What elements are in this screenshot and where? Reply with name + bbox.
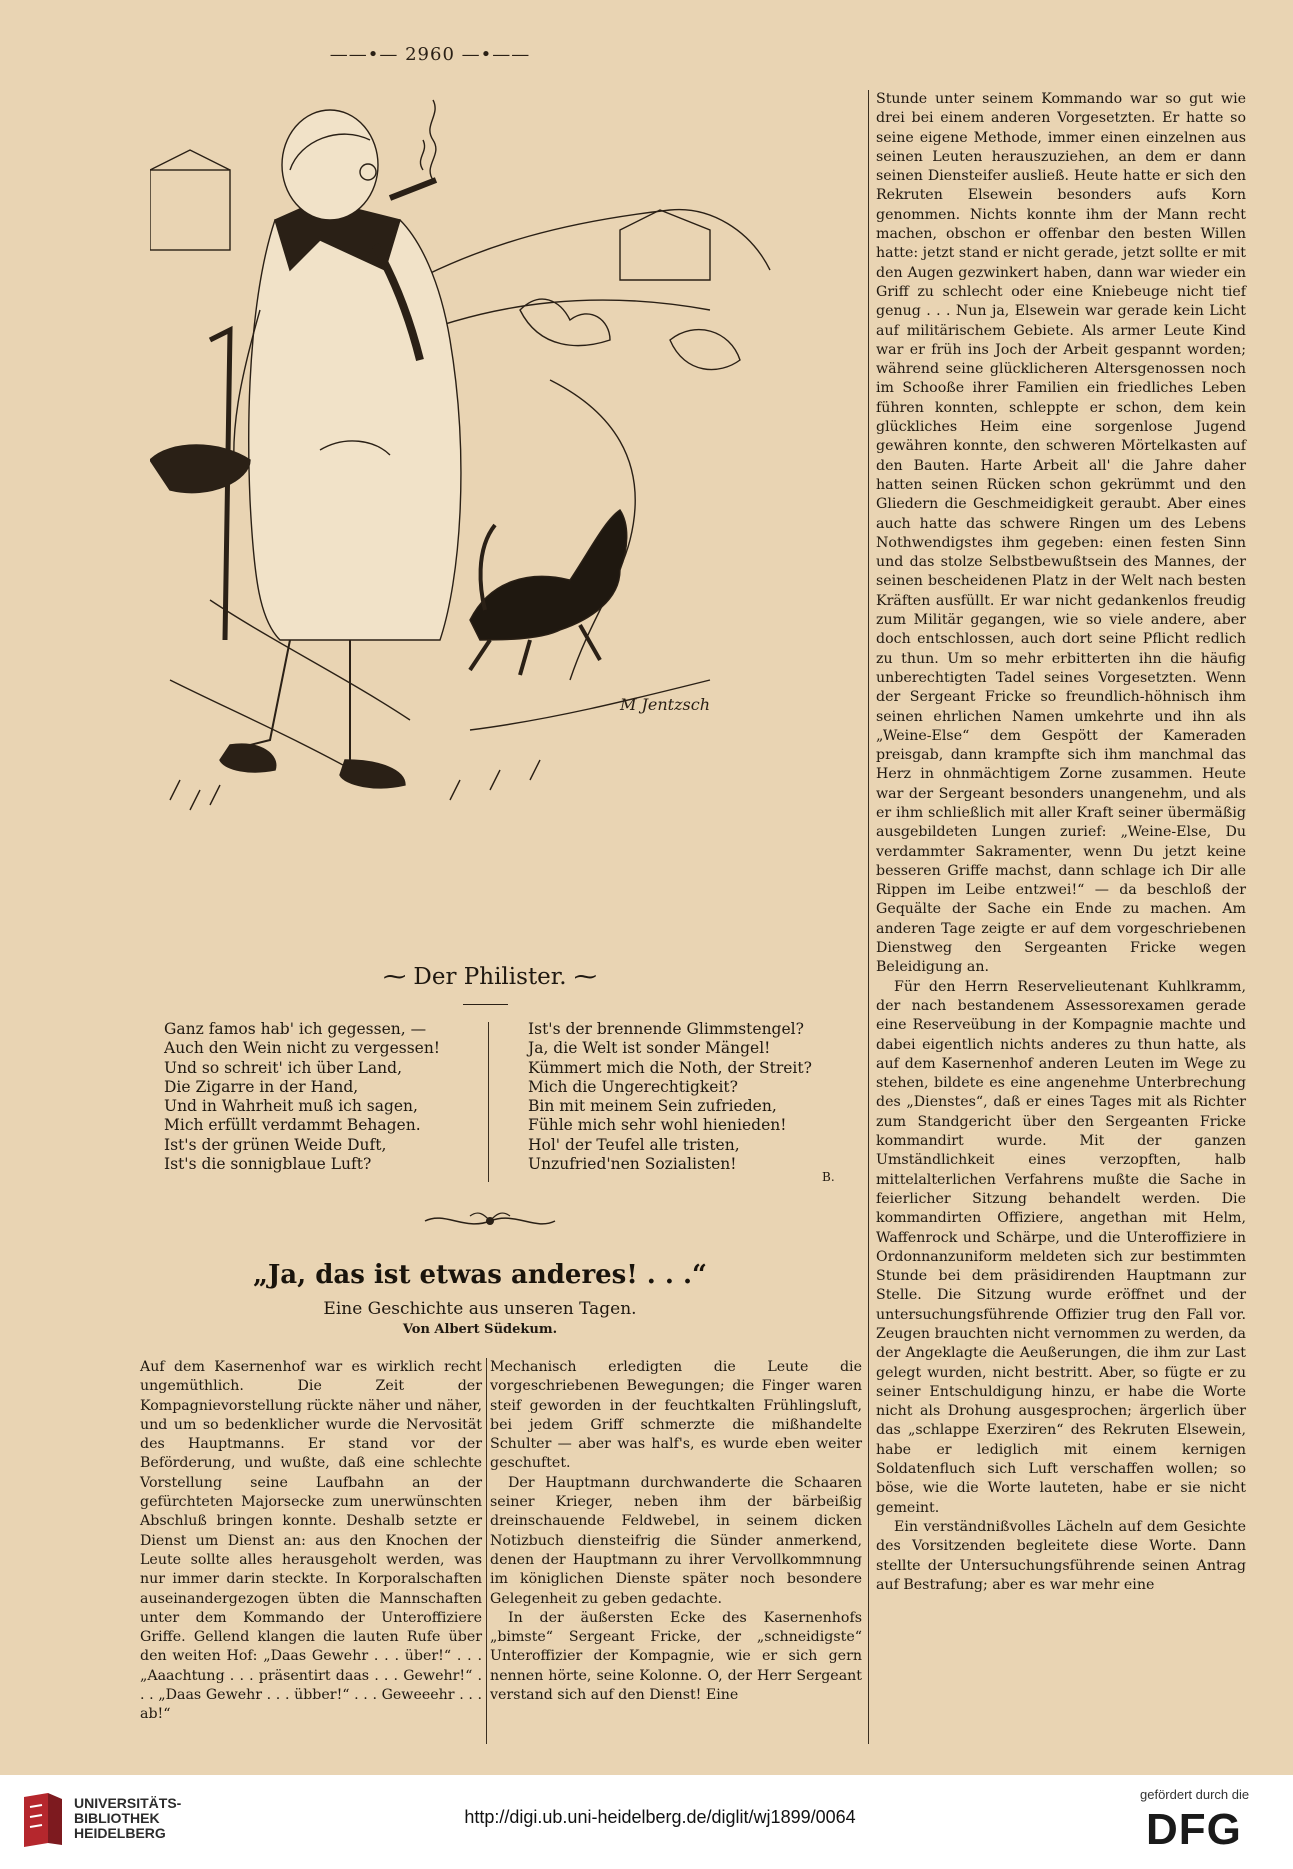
poem-title: ⁓ Der Philister. ⁓ <box>383 964 597 990</box>
paragraph: Mechanisch erledigten die Leute die vorgeschriebenen Bewegungen; die Finger waren steif geworden in der feuchtkalten Frühlingsluft, bei jedem Griff schmerzte die mißhandelte Schulter — aber was half's, es wurde eben weiter geschuftet. <box>490 1359 862 1472</box>
poem-left-stanza <box>164 1020 440 1174</box>
poem-line: Ist's der brennende Glimmstengel? <box>528 1020 804 1038</box>
story-author: Von Albert Südekum. <box>402 1322 558 1337</box>
library-name: UNIVERSITÄTS- BIBLIOTHEK HEIDELBERG <box>74 1795 182 1841</box>
illustration-philistine <box>150 80 870 950</box>
poem-title-rule <box>463 1004 508 1005</box>
library-logo-icon <box>18 1791 68 1849</box>
poem-line: Mich die Ungerechtigkeit? <box>528 1077 738 1096</box>
poem-line: Ist's der grünen Weide Duft, <box>164 1135 387 1154</box>
poem-divider <box>488 1022 489 1182</box>
column-rule <box>868 90 869 1744</box>
dfg-logo: DFG <box>1146 1805 1242 1854</box>
poem-line: Und so schreit' ich über Land, <box>164 1058 403 1077</box>
paragraph: Auf dem Kasernenhof war es wirklich recht ungemüthlich. Die Zeit der Kompagnievorstellung rückte näher und näher, und um so bedenklicher wurde die Nervosität des Hauptmanns. Er stand vor der Beförderung, und wußte, daß eine schlechte Vorstellung seine Laufbahn an der gefürchteten Majorsecke zum unerwünschten Abschluß bringen konnte. Deshalb setzte er Dienst um Dienst an: aus den Knochen der Leute sollte alles herausgeholt werden, was nur immer darin steckte. In Korporalschaften auseinandergezogen übten die Mannschaften unter dem Kommando der Unteroffiziere Griffe. Gellend klangen die lauten Rufe über den weiten Hof: „Daas Gewehr . . . über!“ . . . „Aaachtung . . . präsentirt daas . . . Gewehr!“ . . . „Daas Gewehr . . . übber!“ . . . Geweeehr . . . ab!“ <box>140 1359 482 1723</box>
paragraph: Der Hauptmann durchwanderte die Schaaren seiner Krieger, neben ihm der bärbeißig dreinschauende Feldwebel, in seinem dicken Notizbuch diensteifrig die Sünder anmerkend, denen der Hauptmann zu ihrer Vervollkommnung im königlichen Dienste später noch besondere Gelegenheit zu geben gedachte. <box>490 1474 862 1607</box>
poem-line: Mich erfüllt verdammt Behagen. <box>164 1116 421 1135</box>
paragraph: Für den Herrn Reservelieutenant Kuhlkramm, der nach bestandenem Assessorexamen gerade eine Reserveübung in der Kompagnie machte und dabei eigentlich nichts anderes zu thun hatte, als auf dem Kasernenhof anderen Leuten im Wege zu stehen, bildete es eine angenehme Unterbrechung des „Dienstes“, daß er eines Tages mit als Richter zum Standgericht über den Sergeanten Fricke kommandirt wurde. Mit der ganzen Umständlichkeit eines verzopften, halb mittelalterlichen Verfahrens mußte die Sache in feierlicher Sitzung behandelt werden. Die kommandirten Offiziere, angethan mit Helm, Waffenrock und Schärpe, und die Unteroffiziere in Ordonnanzuniform meldeten sich zur bestimmten Stunde bei dem präsidirenden Hauptmann zur Stelle. Die Sitzung wurde eröffnet und der untersuchungsführende Offizier trug den Fall vor. Zeugen brauchten nicht vernommen zu werden, da der Angeklagte die Aeußerungen, die ihm zur Last gelegt wurden, nicht bestritt. Aber, so fügte er zu seiner Entschuldigung hinzu, er habe die Worte nicht als Drohung ausgesprochen; ärgerlich über das „schlappe Exerziren“ des Rekruten Elsewein, habe er lediglich mit einem kernigen Soldatenfluch sich Luft verschaffen wollen; so böse, wie die Worte lauteten, habe er sie nicht gemeint. <box>876 978 1246 1516</box>
poem-line: Die Zigarre in der Hand, <box>164 1077 359 1096</box>
story-column-2 <box>490 1358 862 1705</box>
paragraph: In der äußersten Ecke des Kasernenhofs „bimste“ Sergeant Fricke, der „schneidigste“ Unteroffizier der Kompagnie, wie er sich gern nennen hörte, seine Kolonne. O, der Herr Sergeant verstand sich auf den Dienst! Eine <box>490 1609 862 1704</box>
poem-right-stanza <box>528 1020 812 1174</box>
poem-line: Bin mit meinem Sein zufrieden, <box>528 1097 777 1116</box>
story-column-3 <box>876 90 1246 1595</box>
ornament-divider <box>420 1208 560 1234</box>
funded-by-label: gefördert durch die <box>1140 1787 1250 1802</box>
permalink-url[interactable]: http://digi.ub.uni-heidelberg.de/diglit/wj1899/0064 <box>464 1807 856 1827</box>
poem-line: Hol' der Teufel alle tristen, <box>528 1135 740 1154</box>
poem-line: Ja, die Welt ist sonder Mängel! <box>528 1039 771 1058</box>
poem-line: Fühle mich sehr wohl hienieden! <box>528 1116 787 1135</box>
poem-line: Ist's die sonnigblaue Luft? <box>164 1155 372 1174</box>
artist-signature: M Jentzsch <box>620 695 710 714</box>
column-rule <box>486 1358 487 1744</box>
viewer-footer <box>0 1775 1293 1869</box>
poem-signature: B. <box>822 1170 835 1184</box>
story-title: „Ja, das ist etwas anderes! . . .“ <box>253 1260 707 1290</box>
paragraph: Stunde unter seinem Kommando war so gut wie drei bei einem anderen Vorgesetzten. Er hatte so seine eigene Methode, immer einen einzelnen aus seinen Leuten herauszuziehen, an dem er dann seinen Diensteifer ausließ. Heute hatte er sich den Rekruten Elsewein besonders aufs Korn genommen. Nichts konnte ihm der Mann recht machen, obschon er offenbar den besten Willen hatte: jetzt stand er nicht gerade, jetzt sollte er mit den Augen gezwinkert haben, dann war wieder ein Griff zu schlecht oder eine Kniebeuge nicht tief genug . . . Nun ja, Elsewein war gerade kein Licht auf militärischem Gebiete. Als armer Leute Kind war er früh ins Joch der Arbeit gespannt worden; während seine glücklicheren Altersgenossen noch im Schooße ihrer Familien ein friedliches Leben führen konnten, schleppte er schon, dem kein glückliches Heim eine sorgenlose Jugend gewähren konnte, den schweren Mörtelkasten auf den Bauten. Harte Arbeit all' die Jahre daher hatten seinen Rücken schon gekrümmt und den Gliedern die Geschmeidigkeit geraubt. Aber eines auch hatte das schwere Ringen um des Lebens Nothwendigstes ihm gegeben: einen festen Sinn und das stolze Selbstbewußtsein des Mannes, der seinen bescheidenen Platz in der Welt nach besten Kräften ausfüllt. Er war nicht gedankenlos freudig zum Militär gegangen, wie so viele andere, aber doch entschlossen, auch dort seine Pflicht redlich zu thun. Um so mehr erbitterten ihn die häufig unberechtigten Tadel seines Vorgesetzten. Wenn der Sergeant Fricke so freundlich-höhnisch ihm seinen ehrlichen Namen umkehrte und ihn als „Weine-Else“ dem Gespött der Kameraden preisgab, dann krampfte sich ihm manchmal das Herz in ohnmächtigem Zorne zusammen. Heute war der Sergeant besonders unangenehm, und als er ihm schließlich mit aller Kraft seiner übermäßig ausgebildeten Lungen zurief: „Weine-Else, Du verdammter Sakramenter, wenn Du jetzt keine besseren Griffe machst, dann schlage ich Dir alle Rippen im Leibe entzwei!“ — da beschloß der Gequälte der Sache ein Ende zu machen. Am anderen Tage zeigte er auf dem vorgeschriebenen Dienstweg den Sergeanten Fricke wegen Beleidigung an. <box>876 91 1246 976</box>
poem-line: Auch den Wein nicht zu vergessen! <box>164 1039 441 1058</box>
story-subtitle: Eine Geschichte aus unseren Tagen. <box>323 1299 637 1319</box>
poem-line: Und in Wahrheit muß ich sagen, <box>164 1097 418 1116</box>
poem-line: Kümmert mich die Noth, der Streit? <box>528 1058 812 1077</box>
page-number: ——•— 2960 —•—— <box>329 44 531 65</box>
poem-line: Unzufried'nen Sozialisten! <box>528 1155 737 1174</box>
story-column-1 <box>140 1358 482 1725</box>
poem-line: Ganz famos hab' ich gegessen, — <box>164 1020 427 1038</box>
paragraph: Ein verständnißvolles Lächeln auf dem Gesichte des Vorsitzenden begleitete diese Worte. Dann stellte der Untersuchungsführende seinen Antrag auf Bestrafung; aber es war mehr eine <box>876 1518 1246 1593</box>
